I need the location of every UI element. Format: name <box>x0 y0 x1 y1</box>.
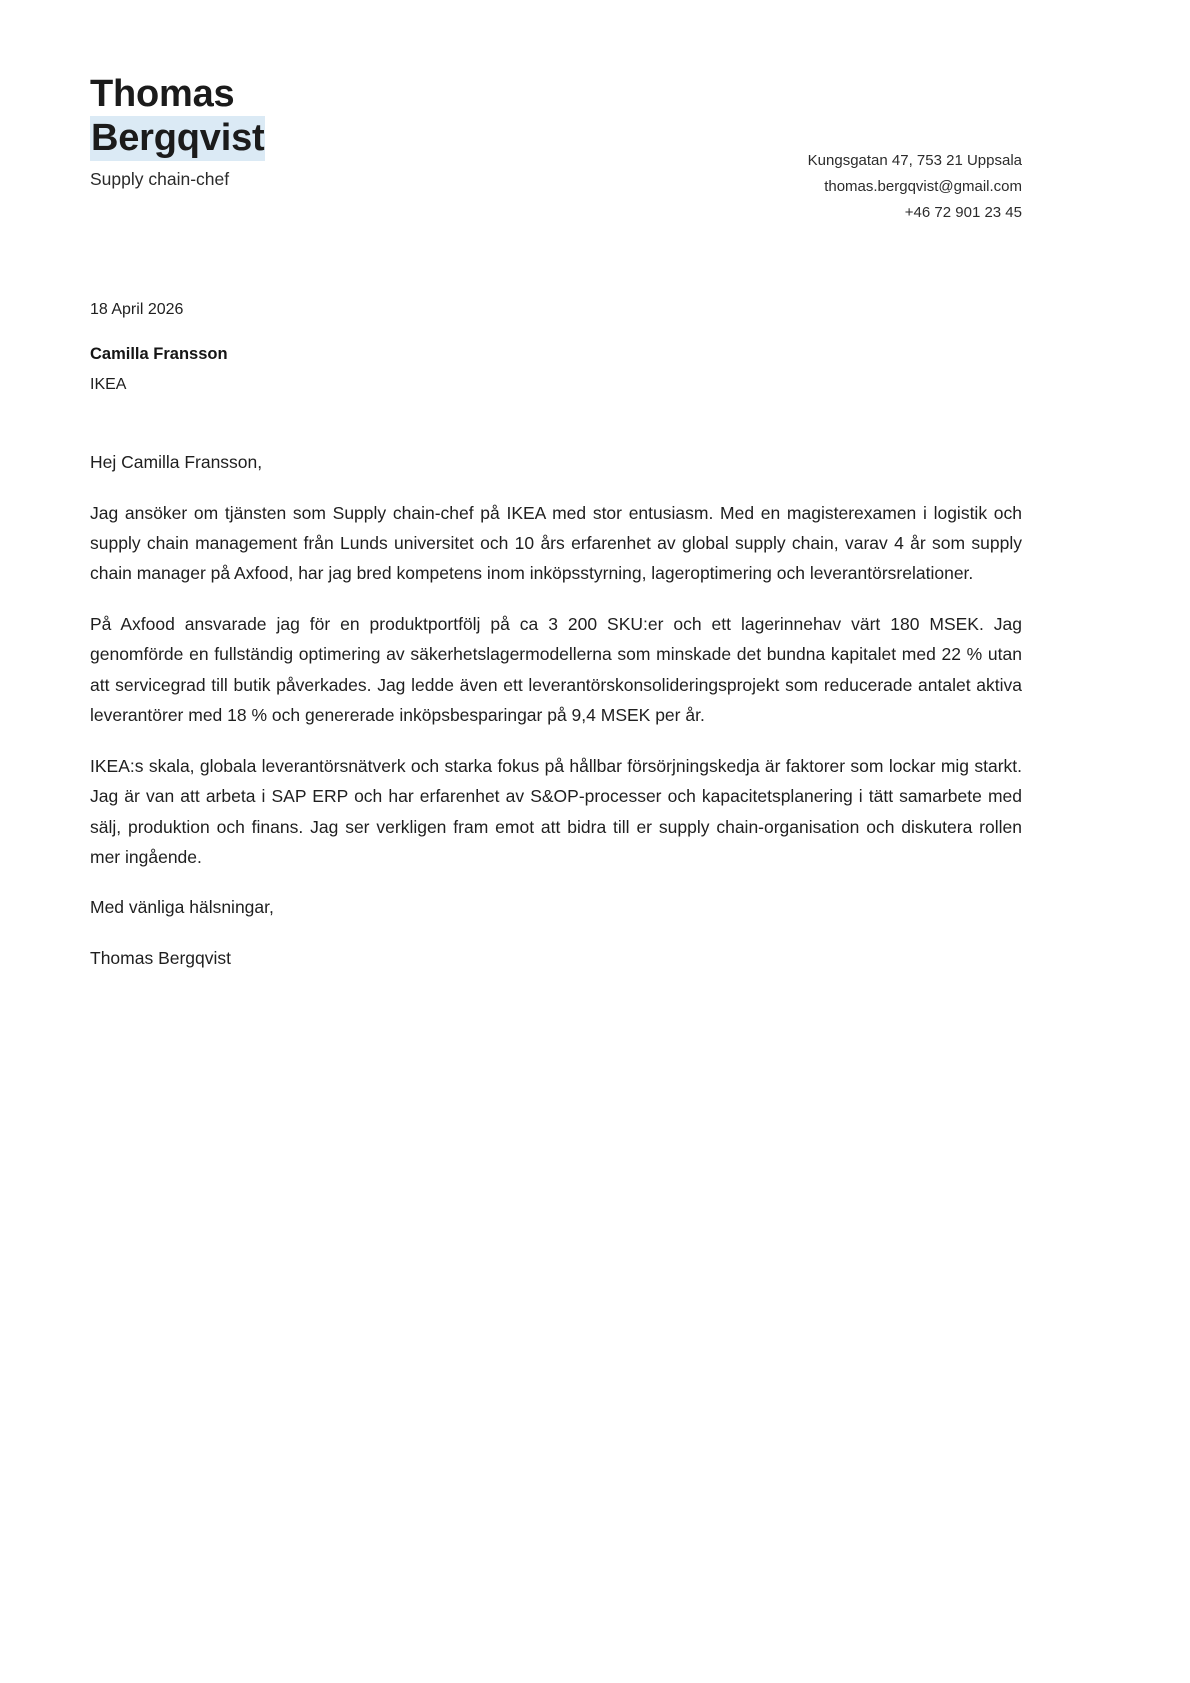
sender-last-name: Bergqvist <box>91 117 265 160</box>
recipient-name: Camilla Fransson <box>90 345 228 364</box>
letter-header <box>90 0 1022 225</box>
letter-paragraph: IKEA:s skala, globala leverantörsnätverk och starka fokus på hållbar försörjningskedja är faktorer som lockar mig starkt. Jag är van att arbeta i SAP ERP och har erfarenhet av S&OP-processer och kapacitetsplanering i tätt samarbete med sälj, produktion och finans. Jag ser verkligen fram emot att bidra till er supply chain-organisation och diskutera rollen mer ingående. <box>90 755 1022 867</box>
letter-paragraph: På Axfood ansvarade jag för en produktportfölj på ca 3 200 SKU:er och ett lagerinnehav värt 180 MSEK. Jag genomförde en fullständig optimering av säkerhetslagermodellerna som minskade det bundna kapitalet med 22 % utan att servicegrad till butik påverkades. Jag ledde även ett leverantörskonsolideringsprojekt som reducerade antalet aktiva leverantörer med 18 % och genererade inköpsbesparingar på 9,4 MSEK per år. <box>90 613 1022 726</box>
sender-identity <box>90 72 265 191</box>
letter-closing: Med vänliga hälsningar, <box>90 897 274 918</box>
letter-paragraph: Jag ansöker om tjänsten som Supply chain-chef på IKEA med stor entusiasm. Med en magisterexamen i logistik och supply chain management från Lunds universitet och 10 års erfarenhet av global supply chain, varav 4 år som supply chain manager på Axfood, har jag bred kompetens inom inköpsstyrning, lageroptimering och leverantörsrelationer. <box>90 502 1022 584</box>
letter-date: 18 April 2026 <box>90 301 184 319</box>
letter-meta <box>90 298 1022 397</box>
sender-contact-block <box>808 72 1022 225</box>
sender-name <box>90 72 265 161</box>
sender-job-title: Supply chain-chef <box>90 168 230 189</box>
contact-email: thomas.bergqvist@gmail.com <box>824 177 1022 195</box>
letter-body <box>90 447 1022 973</box>
letter-signature: Thomas Bergqvist <box>90 947 232 968</box>
recipient-company: IKEA <box>90 376 127 394</box>
letter-greeting: Hej Camilla Fransson, <box>90 452 263 473</box>
contact-phone: +46 72 901 23 45 <box>904 203 1022 221</box>
letter-content <box>90 0 1022 973</box>
contact-address: Kungsgatan 47, 753 21 Uppsala <box>807 152 1022 169</box>
sender-first-name: Thomas <box>90 73 235 115</box>
